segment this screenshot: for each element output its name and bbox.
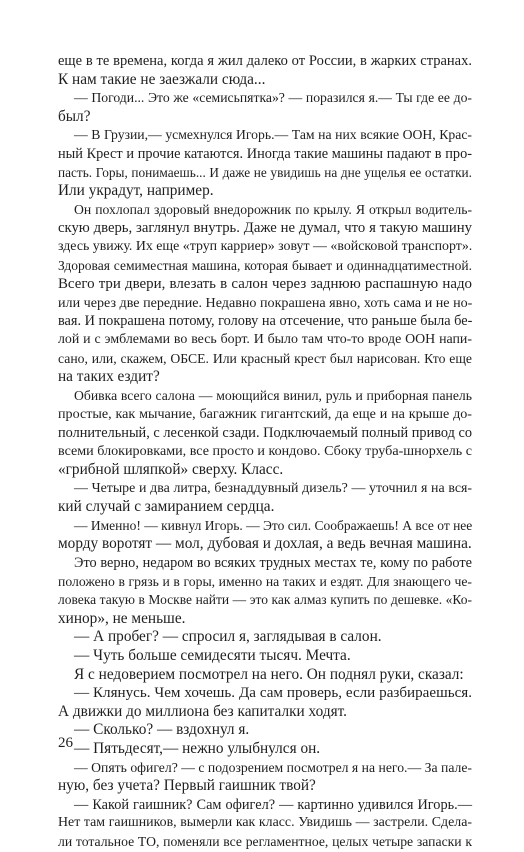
text-line: положено в грязь и в горы, именно на таких и ездят. Для знающего че-	[58, 573, 472, 589]
text-line: сано, или, скажем, ОБСЕ. Или красный крест был нарисован. Кто еще	[58, 350, 472, 366]
text-line: Он похлопал здоровый внедорожник по крылу. Я открыл водитель-	[74, 201, 472, 217]
text-line: скую дверь, заглянул внутрь. Даже не думал, что я такую машину	[58, 220, 472, 237]
text-line: или через две передние. Недавно покрашена явно, хоть сама и не но-	[58, 294, 473, 311]
text-line: А движки до миллиона без капиталки ходят.	[58, 702, 348, 720]
text-line: — Погоди... Это же «семисьпятка»? — поразился я.— Ты где ее до-	[74, 90, 472, 106]
text-line: «грибной шляпкой» сверху. Класс.	[58, 461, 284, 479]
text-line: — Именно! — кивнул Игорь. — Это сил. Соображаешь! А все от нее	[74, 517, 473, 533]
text-line: — Чуть больше семидесяти тысяч. Мечта.	[74, 647, 351, 664]
text-line: Я с недоверием посмотрел на него. Он поднял руки, сказал:	[74, 665, 464, 683]
text-line: — Какой гаишник? Сам офигел? — картинно удивился Игорь.—	[74, 796, 472, 813]
text-line: — Клянусь. Чем хочешь. Да сам проверь, если разбираешься.	[74, 685, 472, 702]
text-line: ную, без учета? Первый гаишник твой?	[58, 777, 316, 795]
text-line: Обивка всего салона — моющийся винил, руль и приборная панель	[74, 387, 472, 403]
text-line: — Сколько? — вздохнул я.	[74, 721, 250, 739]
text-line: — Четыре и два литра, безнаддувный дизель? — уточнил я на вся-	[74, 480, 472, 496]
text-line: ловека такую в Москве найти — это как алмаз купить по дешевке. «Ко-	[58, 592, 472, 608]
text-line: пасть. Горы, понимаешь... И даже не увидишь на дне ущелья ее остатки.	[58, 164, 472, 180]
text-line: — Опять офигел? — с подозрением посмотрел я на него.— За пале-	[74, 759, 472, 775]
text-line: лой и с эмблемами во весь борт. И было там что-то вроде ООН напи-	[58, 331, 472, 347]
text-line: — А пробег? — спросил я, заглядывая в салон.	[74, 628, 382, 646]
text-line: Здоровая семиместная машина, которая бывает и одиннадцатиместной.	[58, 257, 472, 273]
text-line: всеми блокировками, все просто и кондово. Сбоку труба-шнорхель с	[58, 443, 472, 460]
text-line: Это верно, недаром во всяких трудных местах те, кому по работе	[74, 555, 472, 572]
text-line: на таких ездит?	[58, 368, 160, 386]
text-line: простые, как мычание, багажник гигантский, да еще и на крыше до-	[58, 406, 472, 423]
text-line: — В Грузии,— усмехнулся Игорь.— Там на них всякие ООН, Крас-	[74, 127, 472, 143]
text-line: Нет там гаишников, вымерли как класс. Увидишь — застрели. Сдела-	[58, 815, 472, 831]
text-line: Или украдут, например.	[58, 182, 214, 200]
text-line: вая. И покрашена потому, голову на отсечение, что раньше была бе-	[58, 313, 473, 330]
text-line: К нам такие не заезжали сюда...	[58, 70, 266, 88]
text-line: еще в те времена, когда я жил далеко от России, в жарких странах.	[58, 53, 472, 69]
text-line: хинор», не меньше.	[58, 609, 186, 627]
text-line: кий случай с замиранием сердца.	[58, 498, 275, 516]
text-line: полнительный, с лесенкой сзади. Подключаемый полный привод со	[58, 424, 472, 441]
text-line: — Пятьдесят,— нежно улыбнулся он.	[74, 739, 321, 757]
text-line: морду воротят — мол, дубовая и дохлая, а ведь вечная машина.	[58, 535, 472, 553]
text-line: был?	[58, 107, 91, 125]
text-line: ный Крест и прочие катаются. Иногда такие машины падают в про-	[58, 145, 472, 162]
page-body	[58, 52, 472, 852]
page-number: 26	[58, 735, 73, 751]
text-line: здесь увижу. Их еще «труп карриер» зовут — «войсковой транспорт».	[58, 238, 473, 254]
text-line: ли тотальное ТО, поменяли все регламентное, целых четыре запаски к	[58, 833, 472, 849]
text-line: Всего три двери, влезать в салон через заднюю распашную надо	[58, 276, 472, 293]
